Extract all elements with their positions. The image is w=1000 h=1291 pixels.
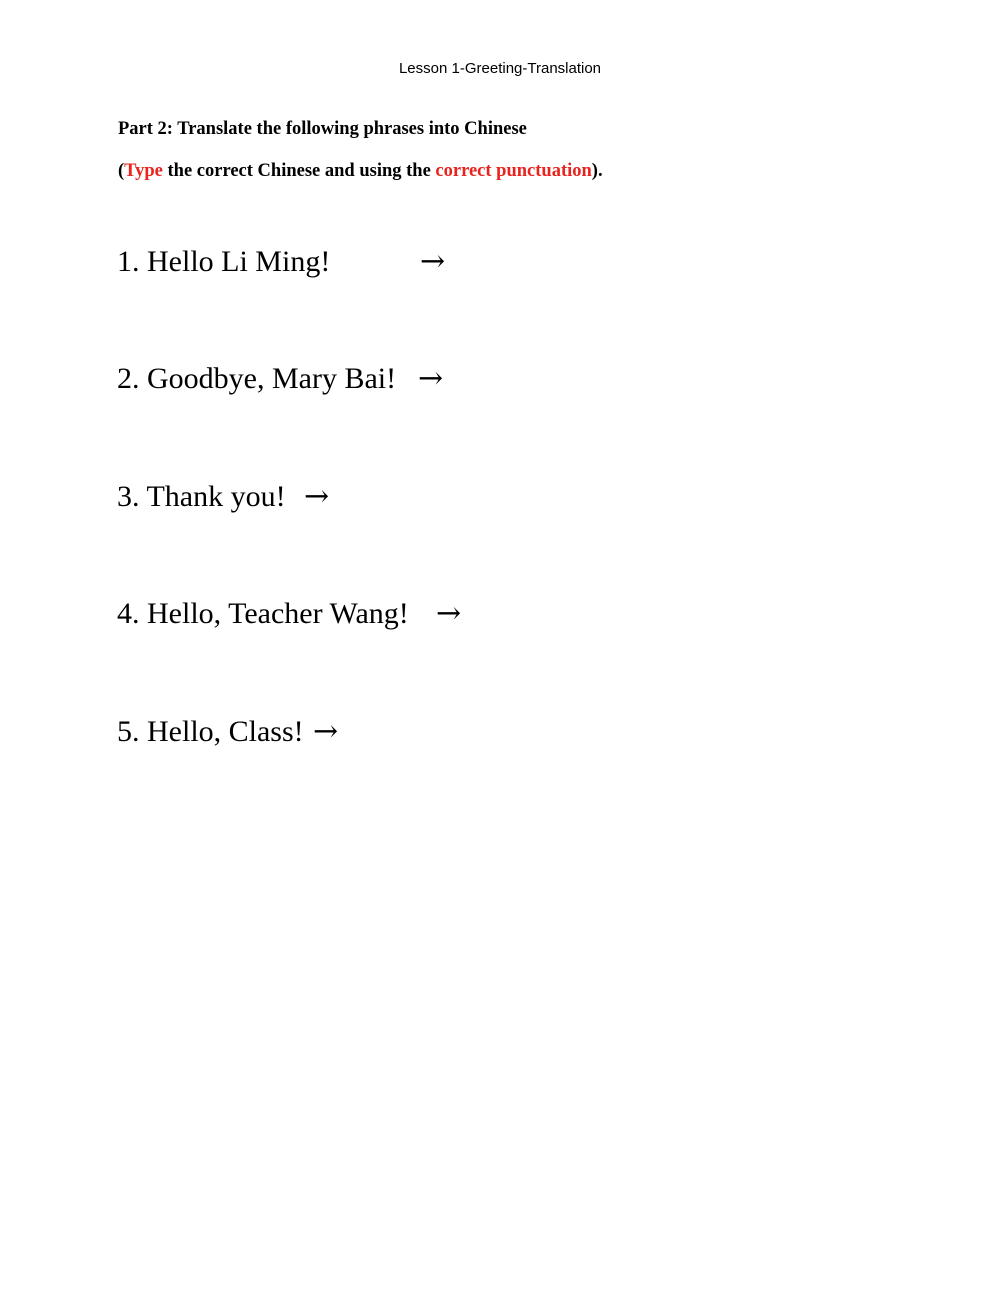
instruction-type-highlight: Type: [124, 161, 163, 181]
instruction-open-paren: (: [118, 161, 125, 181]
instruction-close-paren: ).: [591, 161, 603, 181]
arrow-right-icon: →: [436, 596, 462, 631]
arrow-right-icon: →: [418, 361, 444, 396]
phrase-item-1: 1. Hello Li Ming!: [117, 245, 331, 278]
instruction-punctuation-highlight: correct punctuation: [435, 161, 592, 181]
phrase-item-3: 3. Thank you!: [117, 480, 286, 513]
arrow-right-icon: →: [313, 714, 339, 749]
arrow-right-icon: →: [304, 479, 330, 514]
page-header: Lesson 1-Greeting-Translation: [398, 60, 602, 77]
instruction-heading: Part 2: Translate the following phrases into Chinese: [118, 119, 527, 139]
instruction-middle-text: the correct Chinese and using the: [162, 161, 436, 181]
arrow-right-icon: →: [420, 244, 446, 279]
phrase-item-2: 2. Goodbye, Mary Bai!: [117, 362, 397, 395]
instruction-note: [118, 159, 603, 183]
phrase-item-4: 4. Hello, Teacher Wang!: [117, 597, 409, 630]
phrase-item-5: 5. Hello, Class!: [117, 715, 304, 748]
